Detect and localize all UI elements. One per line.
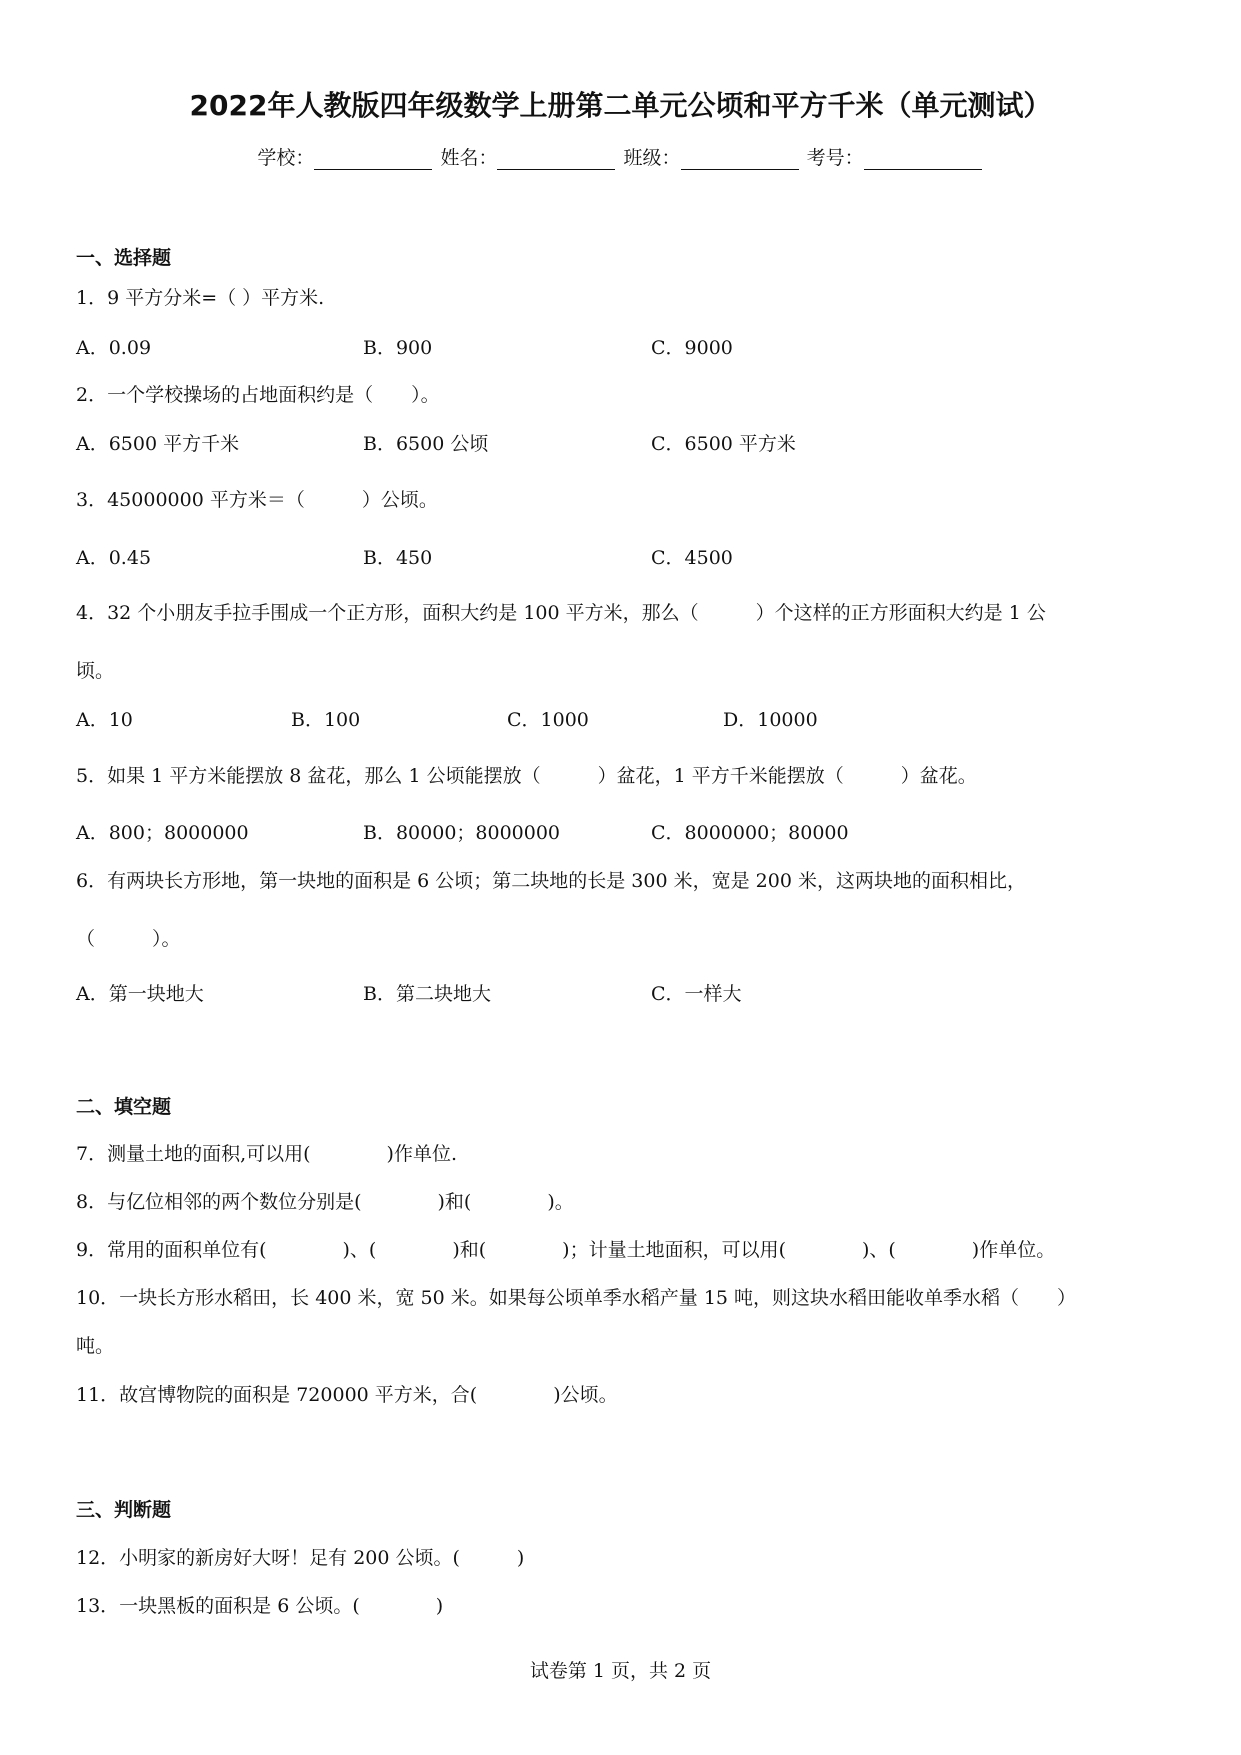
school-blank	[314, 150, 432, 170]
school-label: 学校：	[257, 147, 315, 169]
q4-option-c: C．1000	[507, 709, 589, 731]
q3-option-b: B．450	[363, 547, 433, 569]
q1-option-b: B．900	[363, 337, 433, 359]
q4-option-b: B．100	[291, 709, 361, 731]
question-6-line2: （ ）。	[76, 928, 181, 950]
question-13: 13．一块黑板的面积是 6 公顷。( )	[76, 1595, 444, 1617]
q5-option-b: B．80000；8000000	[363, 822, 561, 844]
q2-option-a: A．6500 平方千米	[76, 433, 240, 455]
question-1: 1．9 平方分米=（ ）平方米.	[76, 287, 325, 309]
section-heading-choice: 一、选择题	[76, 247, 172, 269]
q6-option-b: B．第二块地大	[363, 983, 491, 1005]
question-7: 7．测量土地的面积,可以用( )作单位.	[76, 1143, 457, 1165]
exam-number-blank	[864, 150, 982, 170]
question-9: 9．常用的面积单位有( )、( )和( )；计量土地面积，可以用( )、( )作单位。	[76, 1239, 1056, 1261]
question-6-line1: 6．有两块长方形地，第一块地的面积是 6 公顷；第二块地的长是 300 米，宽是 200 米，这两块地的面积相比，	[76, 870, 1026, 892]
q1-option-a: A．0.09	[76, 337, 152, 359]
student-info-line	[0, 143, 1241, 170]
q2-option-c: C．6500 平方米	[651, 433, 796, 455]
q4-option-a: A．10	[76, 709, 133, 731]
exam-number-label: 考号：	[806, 147, 864, 169]
question-10-line1: 10．一块长方形水稻田，长 400 米，宽 50 米。如果每公顷单季水稻产量 15 吨，则这块水稻田能收单季水稻（ ）	[76, 1287, 1077, 1309]
q6-option-a: A．第一块地大	[76, 983, 204, 1005]
class-label: 班级：	[623, 147, 681, 169]
name-label: 姓名：	[440, 147, 498, 169]
page-title: 2022年人教版四年级数学上册第二单元公顷和平方千米（单元测试）	[189, 89, 1052, 122]
section-heading-fill: 二、填空题	[76, 1096, 172, 1118]
question-11: 11．故宫博物院的面积是 720000 平方米，合( )公顷。	[76, 1384, 618, 1406]
class-blank	[681, 150, 799, 170]
question-2: 2．一个学校操场的占地面积约是（ ）。	[76, 384, 440, 406]
section-heading-judge: 三、判断题	[76, 1499, 172, 1521]
question-8: 8．与亿位相邻的两个数位分别是( )和( )。	[76, 1191, 574, 1213]
q3-option-c: C．4500	[651, 547, 733, 569]
question-3: 3．45000000 平方米＝（ ）公顷。	[76, 489, 438, 511]
q1-option-c: C．9000	[651, 337, 733, 359]
q6-option-c: C．一样大	[651, 983, 742, 1005]
q4-option-d: D．10000	[723, 709, 818, 731]
q5-option-c: C．8000000；80000	[651, 822, 849, 844]
name-blank	[497, 150, 615, 170]
q5-option-a: A．800；8000000	[76, 822, 249, 844]
page-footer: 试卷第 1 页，共 2 页	[529, 1660, 712, 1682]
question-10-line2: 吨。	[76, 1335, 115, 1357]
q3-option-a: A．0.45	[76, 547, 152, 569]
question-4-line1: 4．32 个小朋友手拉手围成一个正方形，面积大约是 100 平方米，那么（ ）个这样的正方形面积大约是 1 公	[76, 602, 1046, 624]
question-12: 12．小明家的新房好大呀！足有 200 公顷。( )	[76, 1547, 525, 1569]
question-5: 5．如果 1 平方米能摆放 8 盆花，那么 1 公顷能摆放（ ）盆花，1 平方千米能摆放（ ）盆花。	[76, 765, 977, 787]
question-4-line2: 顷。	[76, 660, 115, 682]
q2-option-b: B．6500 公顷	[363, 433, 489, 455]
